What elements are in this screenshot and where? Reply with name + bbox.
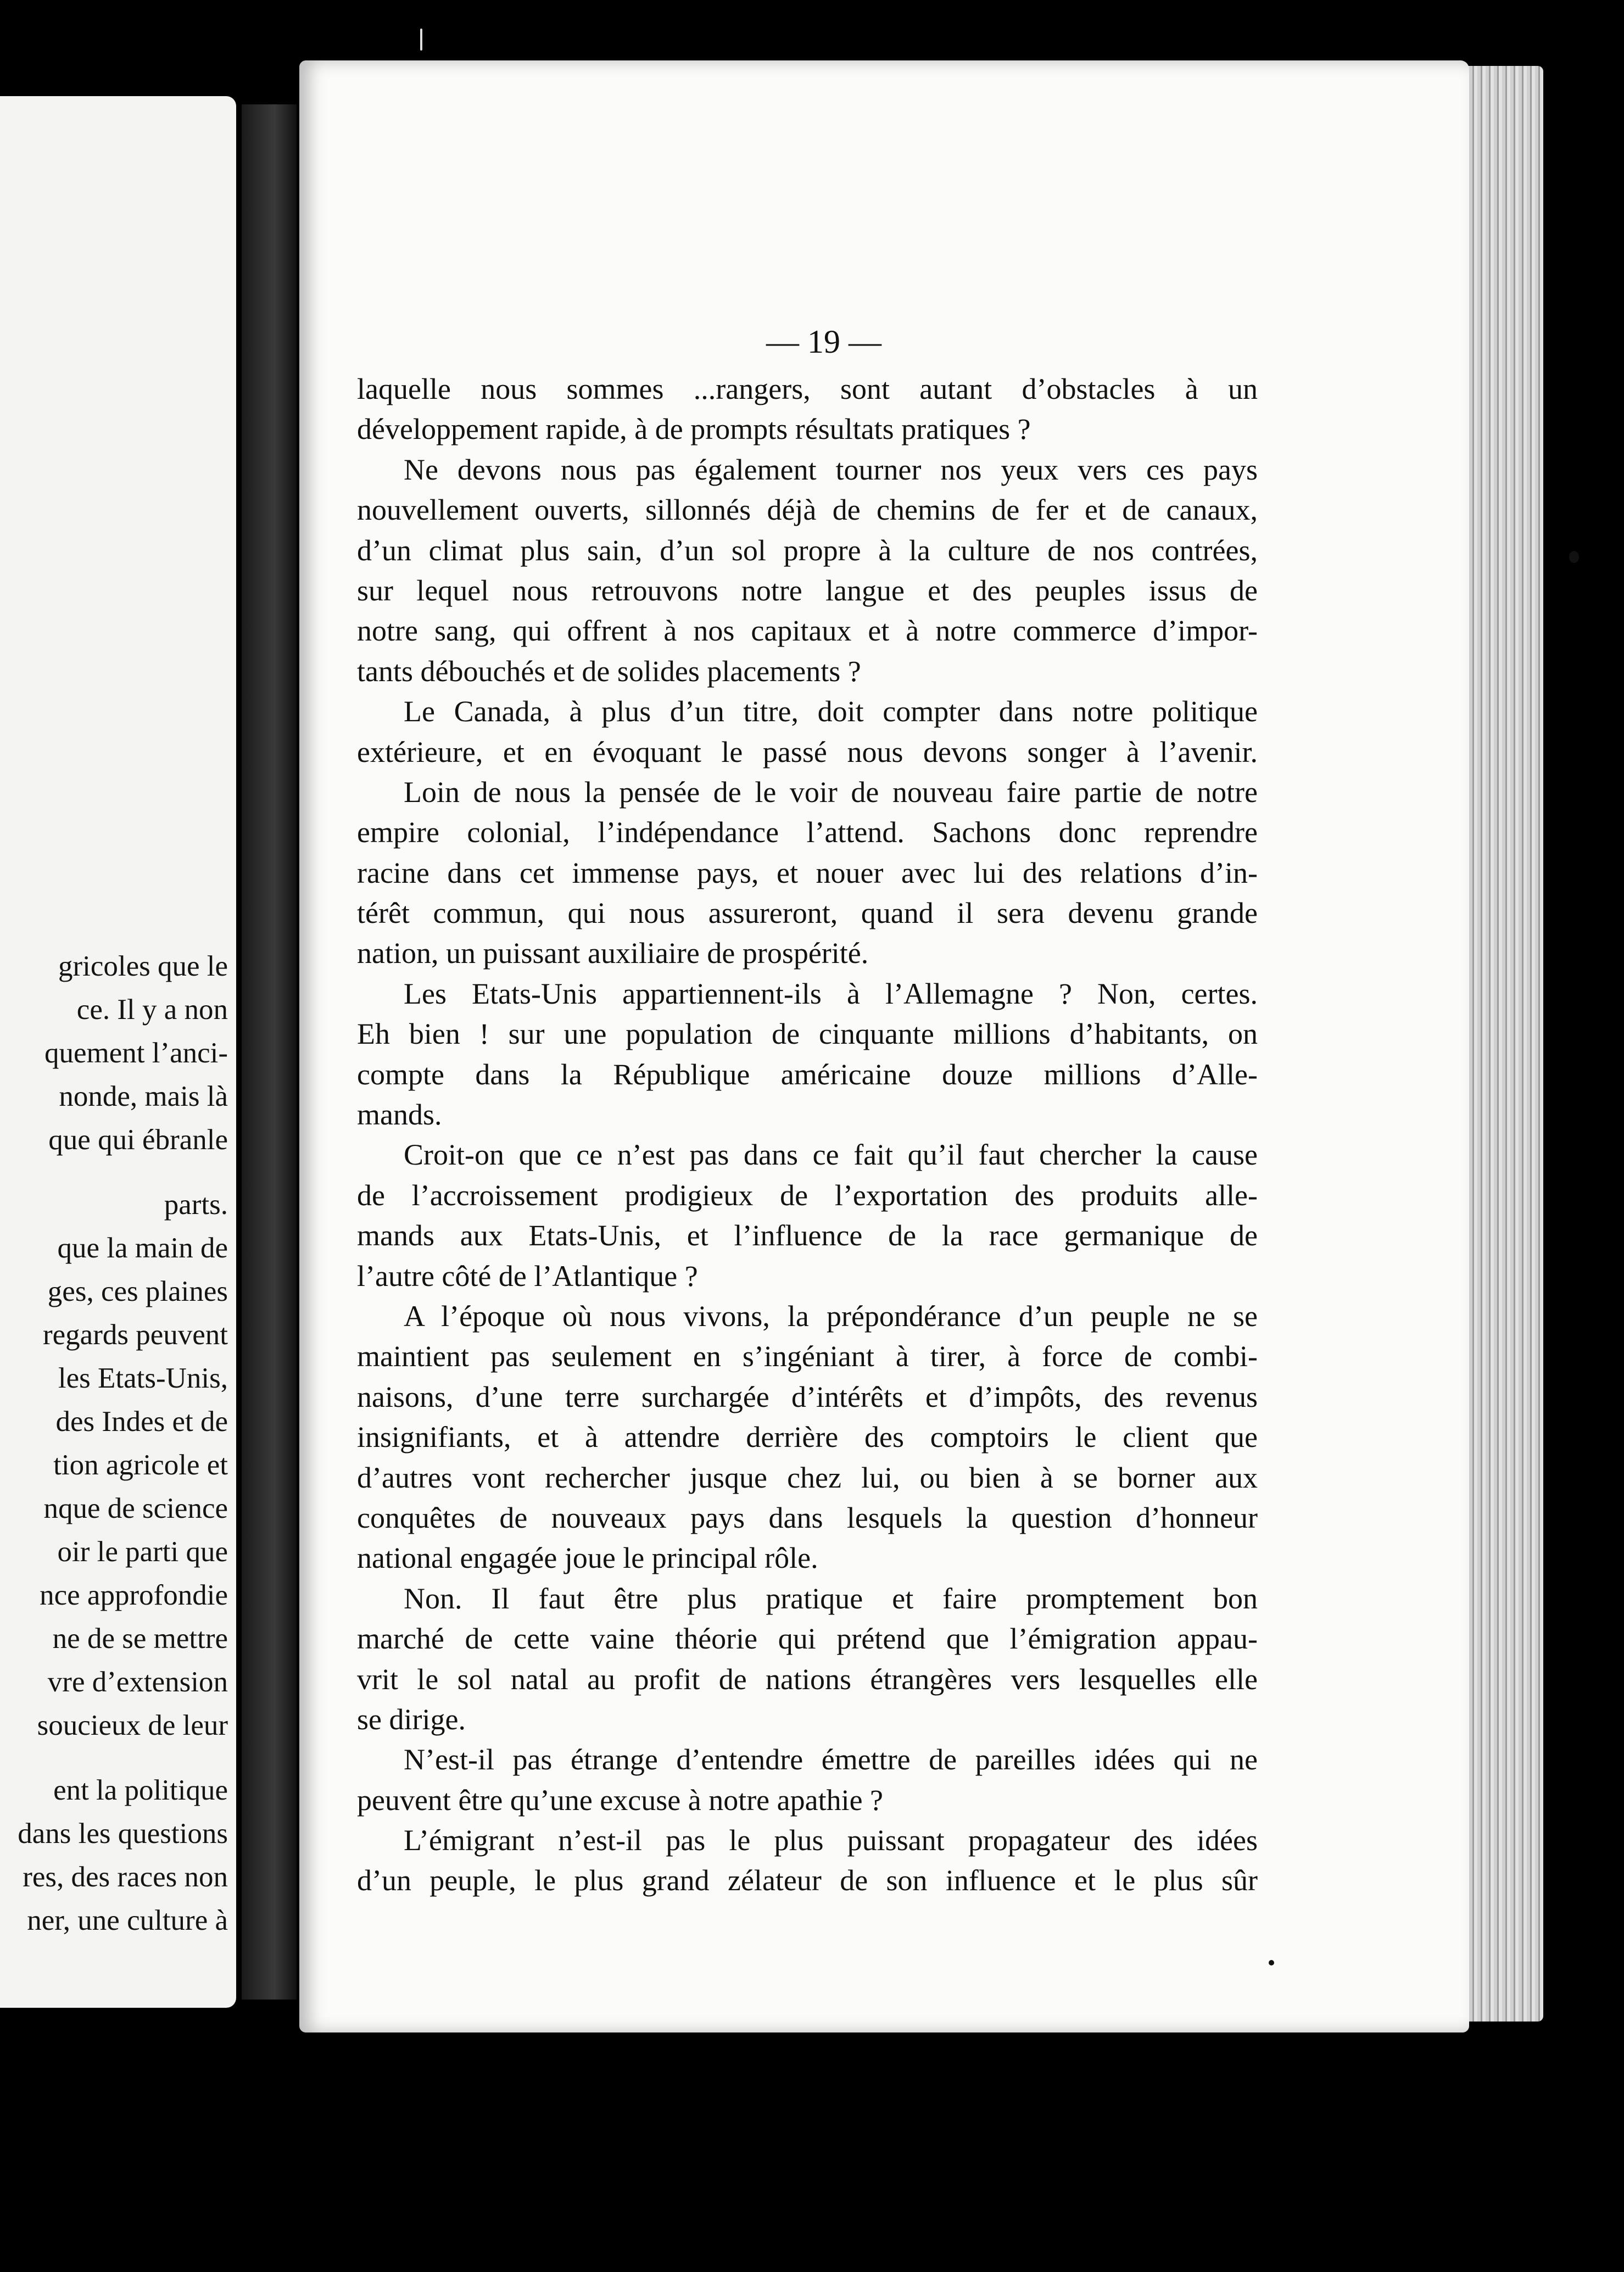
body-text (357, 369, 1258, 1901)
text-line: Loin de nous la pensée de le voir de nouveau faire partie de notre (404, 775, 1258, 809)
text-line: térêt commun, qui nous assureront, quand il sera devenu grande (357, 896, 1258, 930)
text-line: de l’accroissement prodigieux de l’exportation des produits alle- (357, 1178, 1258, 1212)
text-line: Non. Il faut être plus pratique et faire promptement bon (404, 1582, 1258, 1615)
text-line: nation, un puissant auxiliaire de prospérité. (357, 937, 869, 970)
scan-speck (1269, 1960, 1274, 1965)
text-line: L’émigrant n’est-il pas le plus puissant propagateur des idées (404, 1824, 1258, 1857)
page-number: — 19 — (766, 324, 881, 360)
text-line: mands aux Etats-Unis, et l’influence de la race germanique de (357, 1219, 1258, 1252)
left-page-text (0, 945, 228, 1942)
left-page-line: res, des races non (23, 1861, 228, 1893)
text-line: Les Etats-Unis appartiennent-ils à l’Allemagne ? Non, certes. (404, 977, 1258, 1010)
left-page-line: que la main de (57, 1232, 228, 1264)
text-line: compte dans la République américaine douze millions d’Alle- (357, 1057, 1258, 1091)
text-line: mands. (357, 1098, 442, 1132)
left-page-line: ner, une culture à (27, 1905, 228, 1936)
text-line: Eh bien ! sur une population de cinquante millions d’habitants, on (357, 1017, 1258, 1051)
text-line: notre sang, qui offrent à nos capitaux et à notre commerce d’impor- (357, 614, 1258, 648)
text-line: Le Canada, à plus d’un titre, doit compter dans notre politique (404, 695, 1258, 728)
left-page-line: ne de se mettre (52, 1623, 228, 1655)
text-line: national engagée joue le principal rôle. (357, 1541, 818, 1575)
left-page-line: nque de science (43, 1493, 228, 1524)
text-line: nouvellement ouverts, sillonnés déjà de chemins de fer et de canaux, (357, 493, 1258, 527)
page-edges (1461, 66, 1543, 2022)
left-page-line: ce. Il y a non (76, 994, 228, 1026)
left-page-line: dans les questions (18, 1818, 228, 1850)
left-page (0, 96, 236, 2008)
left-page-line: regards peuvent (43, 1319, 228, 1351)
text-line: conquêtes de nouveaux pays dans lesquels la question d’honneur (357, 1501, 1258, 1534)
text-line: empire colonial, l’indépendance l’attend. Sachons donc reprendre (357, 816, 1258, 849)
left-page-line: nonde, mais là (59, 1081, 228, 1112)
left-page-line: les Etats-Unis, (58, 1362, 228, 1394)
text-line: naisons, d’une terre surchargée d’intérêts et d’impôts, des revenus (357, 1380, 1258, 1413)
text-line: marché de cette vaine théorie qui prétend que l’émigration appau- (357, 1622, 1258, 1656)
scan-speck (420, 29, 422, 51)
left-page-line: gricoles que le (58, 950, 228, 982)
text-line: l’autre côté de l’Atlantique ? (357, 1259, 698, 1293)
book-gutter (242, 104, 297, 2000)
text-line: développement rapide, à de prompts résultats pratiques ? (357, 413, 1031, 446)
text-line: d’un peuple, le plus grand zélateur de son influence et le plus sûr (357, 1864, 1258, 1897)
left-page-line: parts. (164, 1189, 228, 1221)
text-line: A l’époque où nous vivons, la prépondérance d’un peuple ne se (404, 1299, 1258, 1333)
text-line: se dirige. (357, 1702, 466, 1736)
left-page-line (0, 1747, 228, 1769)
left-page-line: oir le parti que (57, 1536, 228, 1568)
scan-speck (1569, 551, 1579, 563)
left-page-line: que qui ébranle (48, 1124, 228, 1156)
text-line: insignifiants, et à attendre derrière des comptoirs le client que (357, 1421, 1258, 1454)
text-line: Croit-on que ce n’est pas dans ce fait qu’il faut chercher la cause (404, 1138, 1258, 1172)
text-line: laquelle nous sommes ...rangers, sont autant d’obstacles à un (357, 372, 1258, 405)
text-line: peuvent être qu’une excuse à notre apathie ? (357, 1783, 884, 1817)
left-page-line (0, 1162, 228, 1183)
text-line: racine dans cet immense pays, et nouer avec lui des relations d’in- (357, 856, 1258, 889)
left-page-line: tion agricole et (53, 1449, 228, 1481)
text-line: Ne devons nous pas également tourner nos yeux vers ces pays (404, 453, 1258, 486)
left-page-line: nce approfondie (40, 1579, 228, 1611)
text-line: N’est-il pas étrange d’entendre émettre de pareilles idées qui ne (404, 1743, 1258, 1777)
left-page-line: vre d’extension (47, 1666, 228, 1698)
left-page-line: ges, ces plaines (47, 1276, 228, 1307)
left-page-line: ent la politique (53, 1774, 228, 1806)
text-line: sur lequel nous retrouvons notre langue et des peuples issus de (357, 573, 1258, 607)
text-line: vrit le sol natal au profit de nations étrangères vers lesquelles elle (357, 1662, 1258, 1696)
left-page-line: soucieux de leur (37, 1709, 228, 1741)
text-line: extérieure, et en évoquant le passé nous devons songer à l’avenir. (357, 735, 1258, 769)
text-line: tants débouchés et de solides placements ? (357, 654, 861, 688)
text-line: maintient pas seulement en s’ingéniant à tirer, à force de combi- (357, 1340, 1258, 1373)
text-line: d’autres vont rechercher jusque chez lui, ou bien à se borner aux (357, 1461, 1258, 1494)
left-page-line: des Indes et de (55, 1406, 228, 1438)
text-line: d’un climat plus sain, d’un sol propre à la culture de nos contrées, (357, 533, 1258, 567)
left-page-line: quement l’anci- (44, 1037, 228, 1069)
